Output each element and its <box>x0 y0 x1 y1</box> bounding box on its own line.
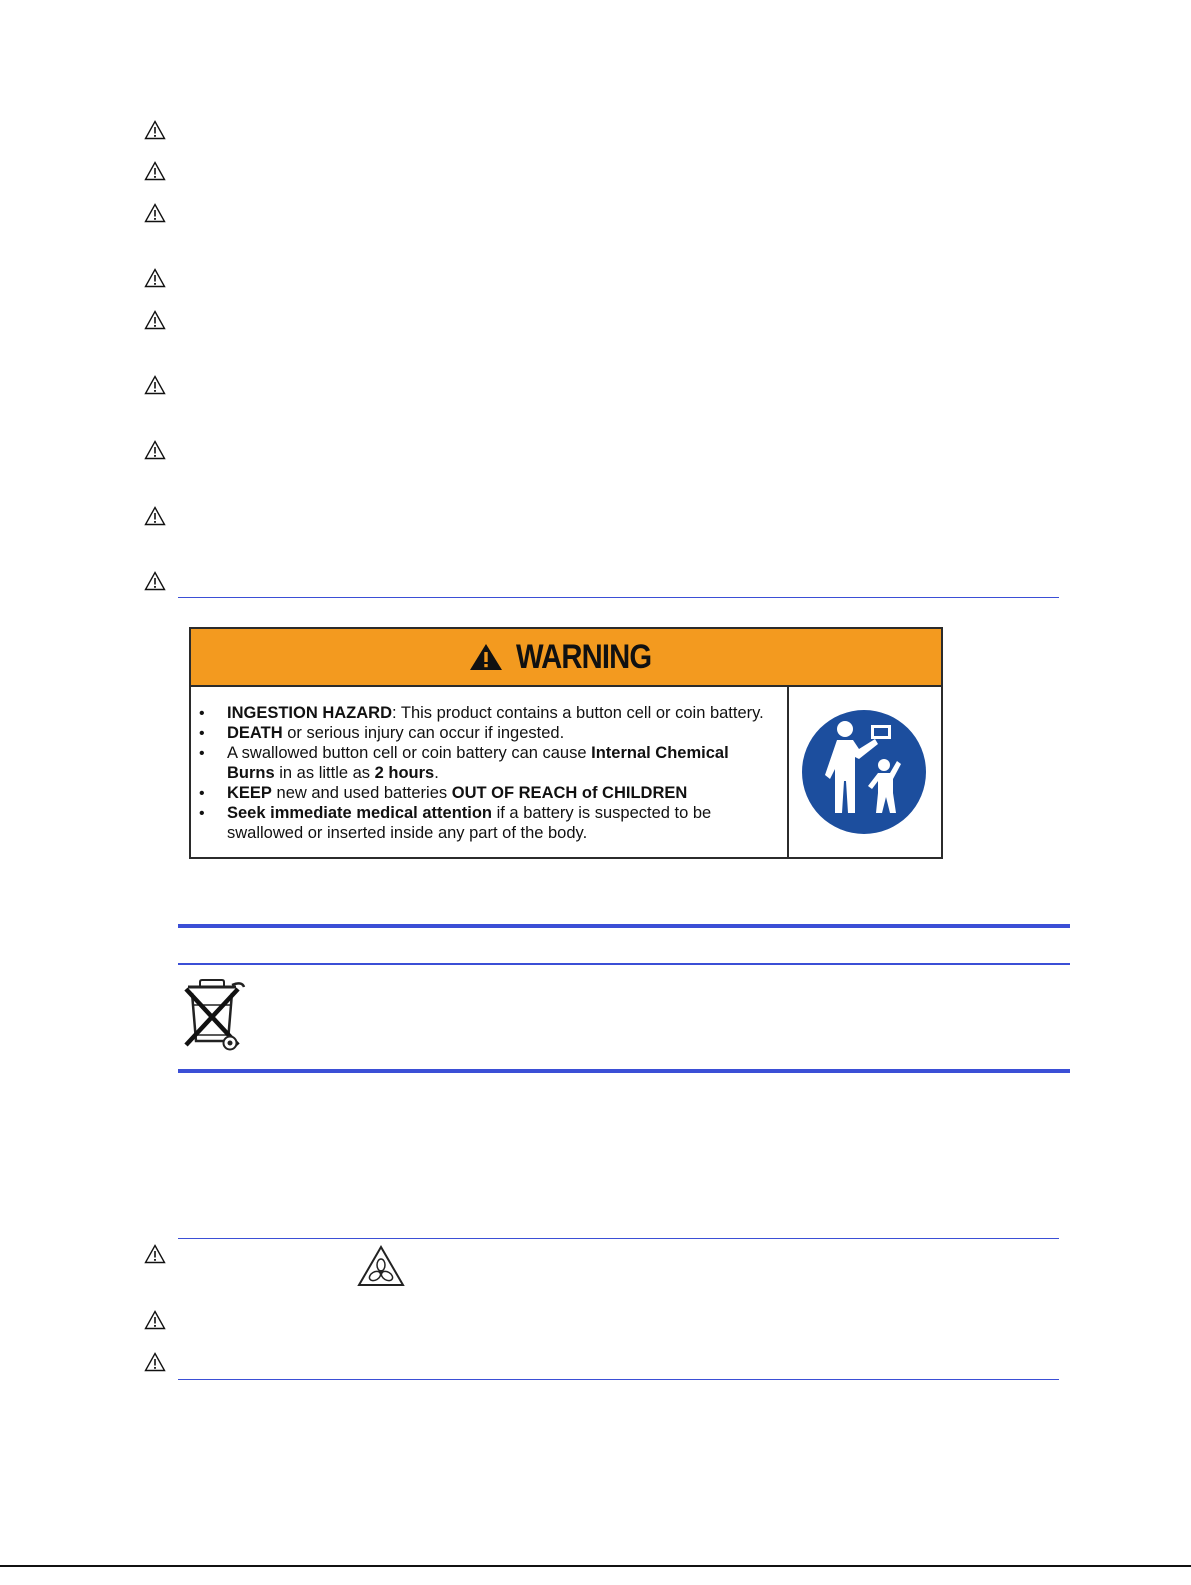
bullet: • <box>199 725 205 742</box>
fan-blade-hazard-icon <box>357 1245 405 1287</box>
warning-line: Burns in as little as 2 hours. <box>227 764 439 782</box>
warning-header <box>191 629 941 687</box>
warning-line: Seek immediate medical attention if a battery is suspected to be <box>227 804 712 822</box>
warning-line: swallowed or inserted inside any part of the body. <box>227 824 588 842</box>
warning-icon <box>144 161 166 181</box>
warning-line: INGESTION HAZARD: This product contains a button cell or coin battery. <box>227 704 764 722</box>
warning-icon <box>144 203 166 223</box>
warning-icon <box>144 120 166 140</box>
bullet: • <box>199 785 205 802</box>
warning-title: WARNING <box>516 637 652 676</box>
section-rule <box>178 1238 1059 1239</box>
keep-away-from-children-icon <box>801 709 927 835</box>
table-header-rule <box>178 963 1070 965</box>
warning-symbol-panel <box>789 685 941 857</box>
section-rule <box>178 597 1059 598</box>
warning-icon <box>144 440 166 460</box>
table-bottom-rule <box>178 1069 1070 1073</box>
warning-line: A swallowed button cell or coin battery can cause Internal Chemical <box>227 744 729 762</box>
warning-icon <box>144 571 166 591</box>
warning-line: DEATH or serious injury can occur if ingested. <box>227 724 565 742</box>
warning-icon <box>144 1244 166 1264</box>
warning-icon <box>144 1352 166 1372</box>
warning-line: KEEP new and used batteries OUT OF REACH of CHILDREN <box>227 784 688 802</box>
warning-icon <box>144 1310 166 1330</box>
table-top-rule <box>178 924 1070 928</box>
bullet: • <box>199 805 205 822</box>
warning-text-panel <box>191 685 789 857</box>
warning-triangle-solid-icon <box>469 643 503 671</box>
warning-icon <box>144 310 166 330</box>
footer-rule <box>0 1565 1191 1567</box>
crossed-out-wheelie-bin-icon <box>182 975 250 1053</box>
battery-warning-label <box>189 627 943 859</box>
section-rule <box>178 1379 1059 1380</box>
warning-icon <box>144 506 166 526</box>
warning-icon <box>144 375 166 395</box>
warning-icon <box>144 268 166 288</box>
bullet: • <box>199 745 205 762</box>
bullet: • <box>199 705 205 722</box>
